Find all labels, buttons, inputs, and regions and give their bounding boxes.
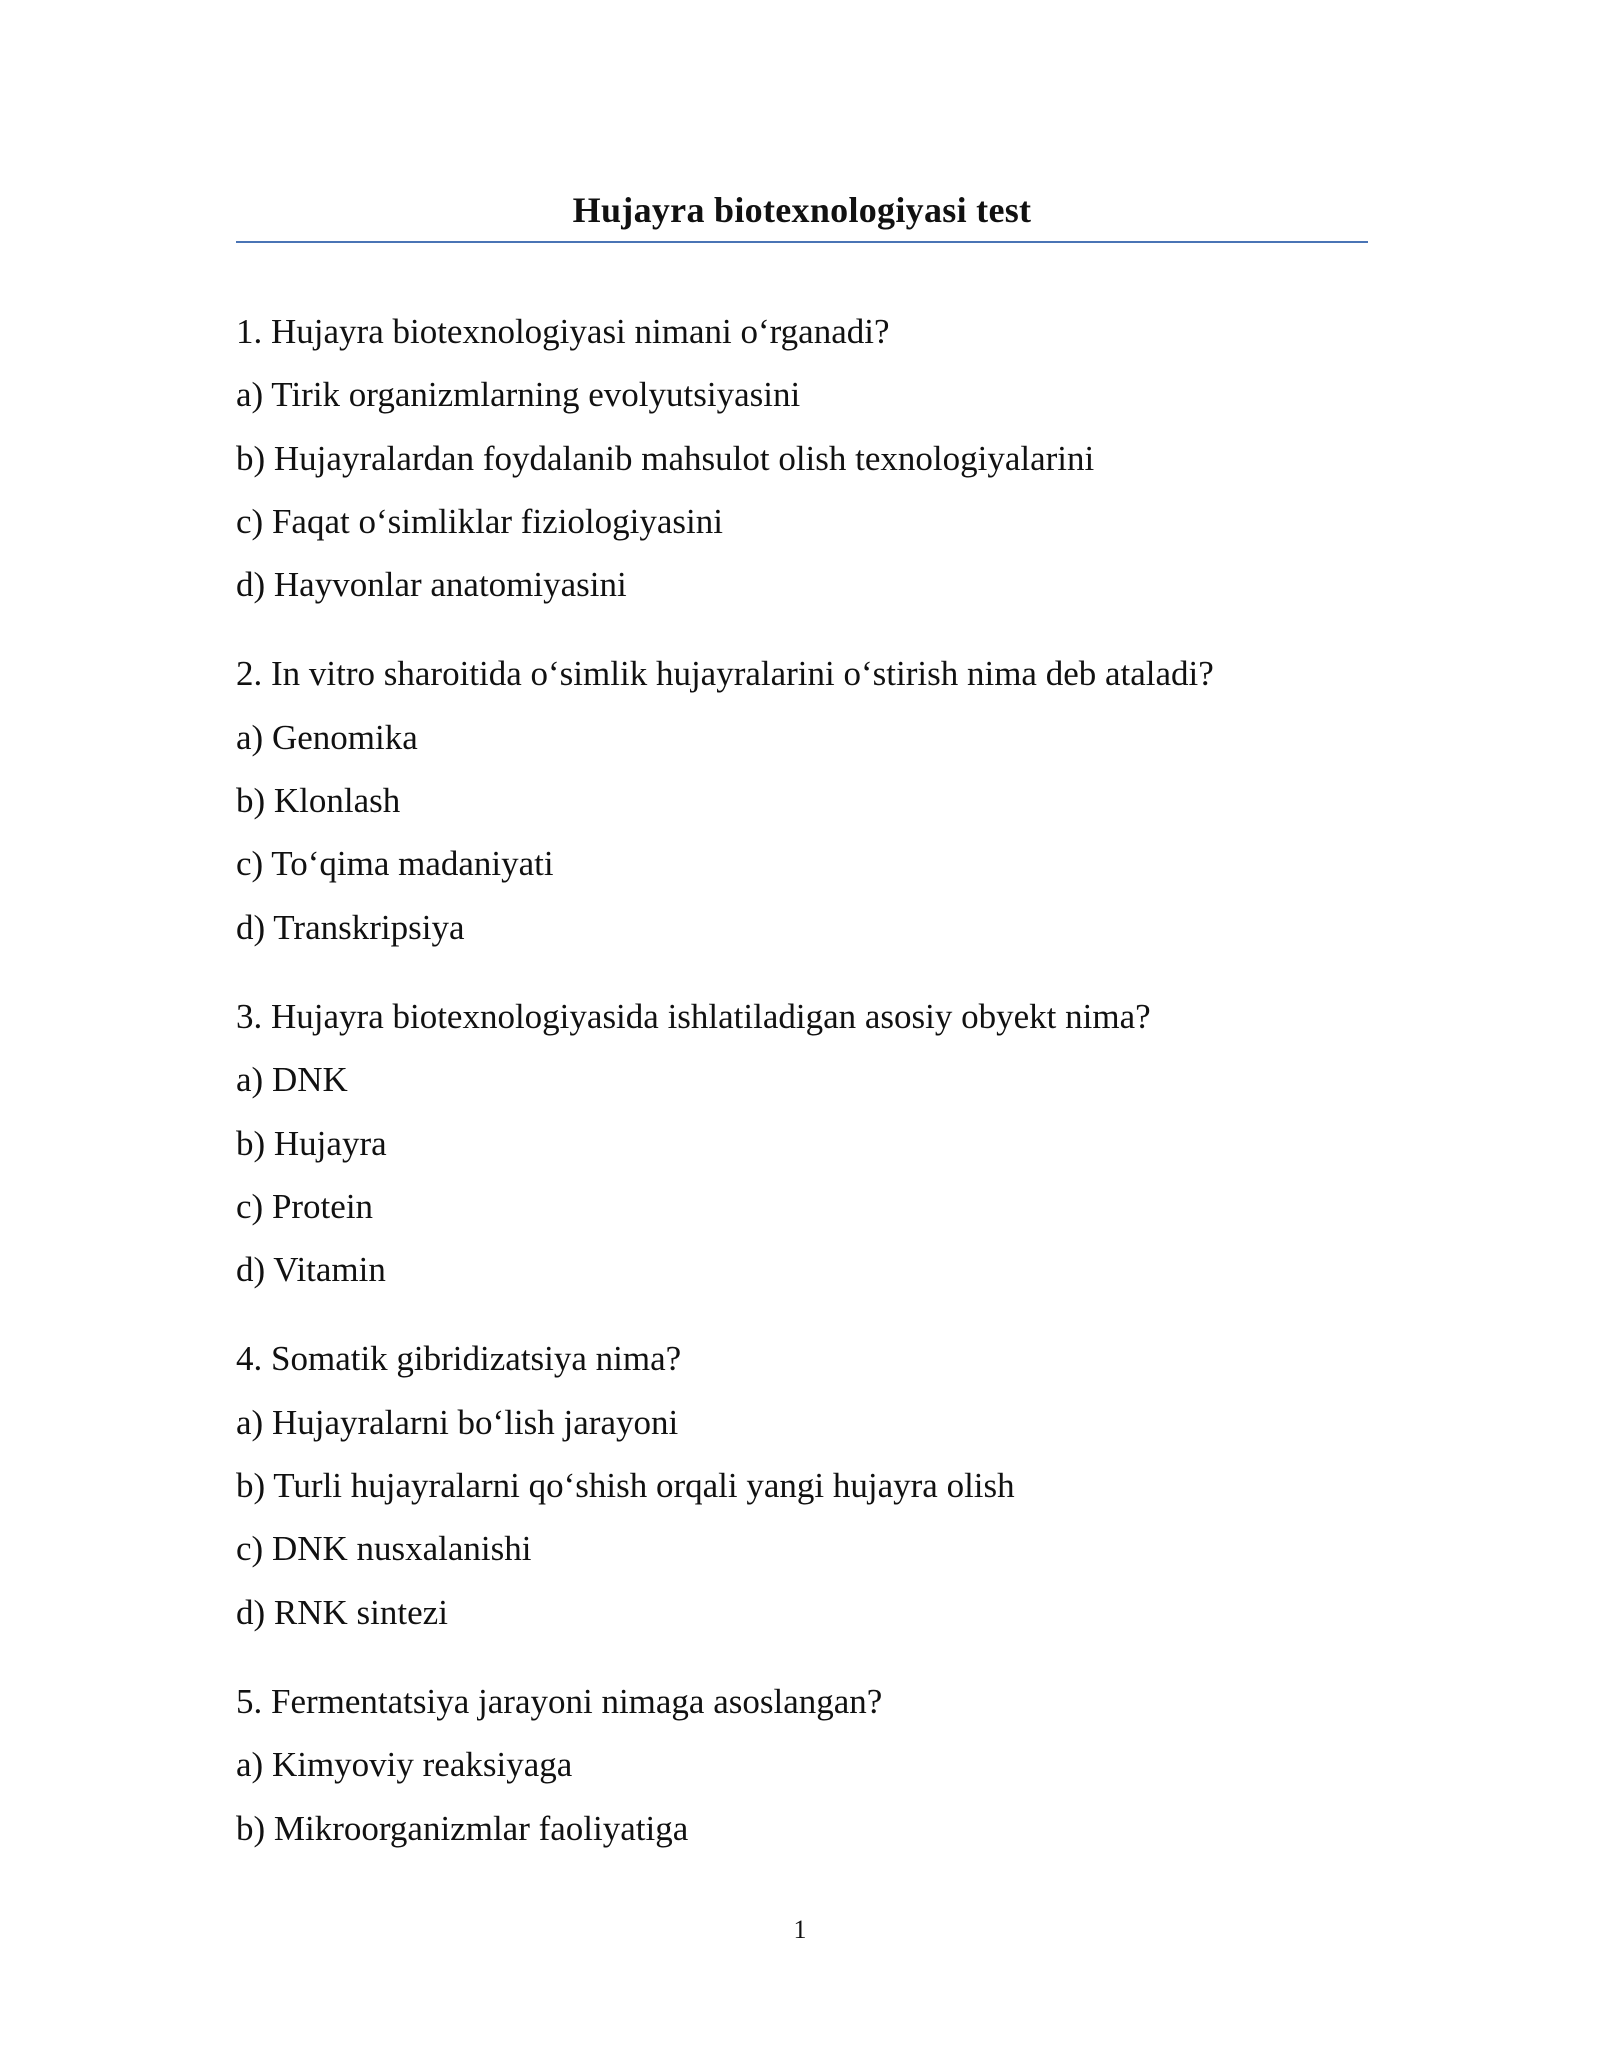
answer-option: d) Vitamin [236,1250,386,1290]
answer-option: b) Hujayralardan foydalanib mahsulot olish texnologiyalarini [236,438,1095,478]
answer-option: c) To‘qima madaniyati [236,844,554,884]
question-4 [236,1327,1368,1643]
answer-option: d) Hayvonlar anatomiyasini [236,565,627,605]
question-2 [236,642,1368,958]
answer-option: b) Turli hujayralarni qo‘shish orqali yangi hujayra olish [236,1466,1015,1506]
answer-option: c) DNK nusxalanishi [236,1529,532,1569]
title-underline [236,241,1368,243]
answer-option: a) Genomika [236,717,418,757]
page-number: 1 [793,1915,807,1944]
question-text: 2. In vitro sharoitida o‘simlik hujayralarini o‘stirish nima deb ataladi? [236,654,1214,694]
answer-option: a) Tirik organizmlarning evolyutsiyasini [236,375,801,415]
question-3 [236,985,1368,1301]
document-title: Hujayra biotexnologiyasi test [572,190,1032,230]
answer-option: c) Faqat o‘simliklar fiziologiyasini [236,501,723,541]
question-text: 4. Somatik gibridizatsiya nima? [236,1339,682,1379]
answer-option: b) Hujayra [236,1123,387,1163]
answer-option: a) DNK [236,1060,348,1100]
question-1 [236,300,1368,616]
answer-option: b) Mikroorganizmlar faoliyatiga [236,1808,689,1848]
question-text: 1. Hujayra biotexnologiyasi nimani o‘rganadi? [236,312,890,351]
answer-option: d) RNK sintezi [236,1592,448,1632]
answer-option: a) Kimyoviy reaksiyaga [236,1745,573,1785]
answer-option: c) Protein [236,1186,374,1226]
question-text: 5. Fermentatsiya jarayoni nimaga asoslangan? [236,1681,883,1721]
question-5 [236,1670,1368,1860]
question-list [236,300,1368,1886]
question-text: 3. Hujayra biotexnologiyasida ishlatiladigan asosiy obyekt nima? [236,996,1151,1036]
answer-option: d) Transkripsiya [236,907,465,947]
answer-option: b) Klonlash [236,781,401,821]
answer-option: a) Hujayralarni bo‘lish jarayoni [236,1402,679,1442]
